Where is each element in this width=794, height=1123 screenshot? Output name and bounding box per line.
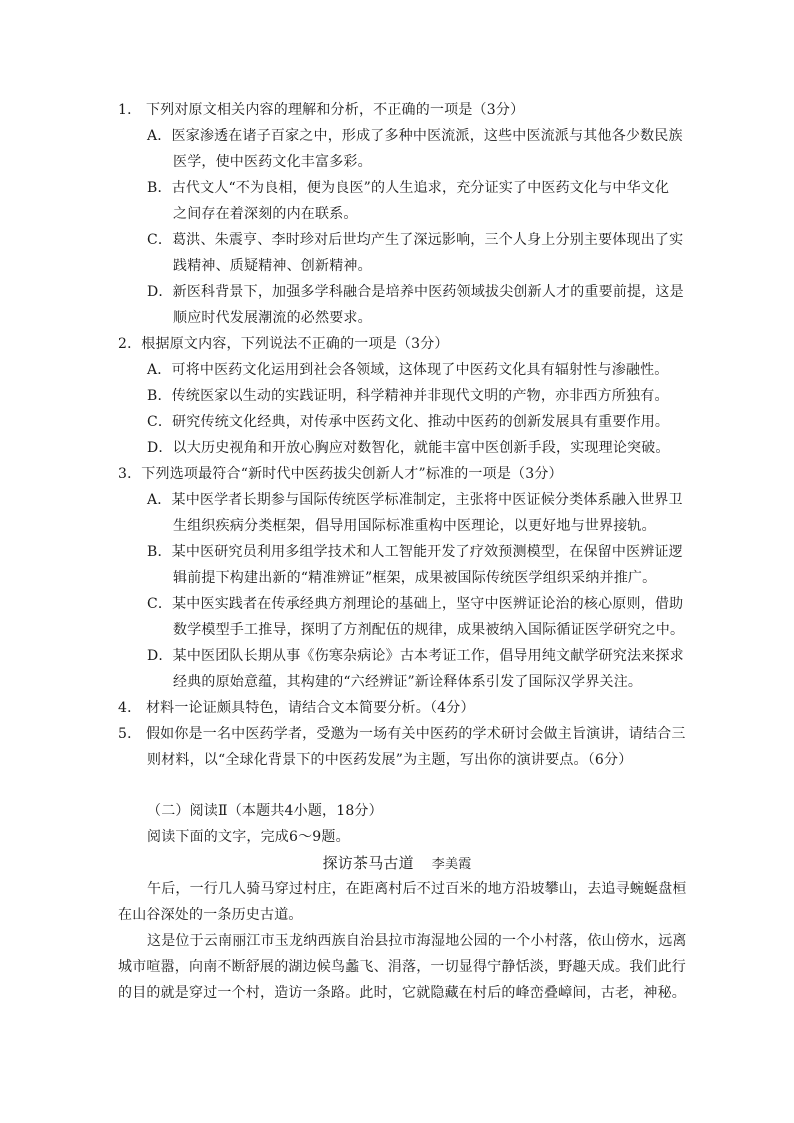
q3-option-a-cont: 生组织疾病分类框架，倡导用国际标准重构中医理论，以更好地与世界接轨。: [173, 518, 656, 534]
paragraph-2-line-3: 的目的就是穿过一个村，造访一条路。此时，它就隐藏在村后的峰峦叠嶂间，古老，神秘。: [118, 985, 686, 1001]
section-header: （二）阅读Ⅱ（本题共4小题，18分）: [147, 803, 383, 819]
paragraph-1-line-1: 午后，一行几人骑马穿过村庄，在距离村后不过百米的地方沿坡攀山，去追寻蜿蜒盘桓: [147, 881, 687, 897]
q3-option-c: C．某中医实践者在传承经典方剂理论的基础上，坚守中医辨证论治的核心原则，借助: [147, 596, 684, 612]
q2-option-b: B．传统医家以生动的实践证明，科学精神并非现代文明的产物，亦非西方所独有。: [147, 388, 669, 404]
q3-option-d: D．某中医团队长期从事《伤寒杂病论》古本考证工作，倡导用纯文献学研究法来探求: [147, 648, 684, 664]
q1-option-c: C．葛洪、朱震亨、李时珍对后世均产生了深远影响，三个人身上分别主要体现出了实: [147, 232, 684, 248]
q5-stem-cont: 则材料，以“全球化背景下的中医药发展”为主题，写出你的演讲要点。（6分）: [147, 752, 633, 768]
article-title: 探访茶马古道: [322, 854, 414, 872]
q1-option-a: A．医家渗透在诸子百家之中，形成了多种中医流派，这些中医流派与其他各少数民族: [147, 128, 683, 144]
article-author: 李美霞: [431, 857, 472, 872]
q2-option-d: D．以大历史视角和开放心胸应对数智化，就能丰富中医创新手段，实现理论突破。: [147, 440, 670, 456]
q3-option-b: B．某中医研究员利用多组学技术和人工智能开发了疗效预测模型，在保留中医辨证逻: [147, 544, 683, 560]
q1-option-b-cont: 之间存在着深刻的内在联系。: [173, 206, 358, 222]
q2-option-a: A．可将中医药文化运用到社会各领域，这体现了中医药文化具有辐射性与渗融性。: [147, 362, 669, 378]
q1-option-d-cont: 顺应时代发展潮流的必然要求。: [173, 310, 372, 326]
q3-option-b-cont: 辑前提下构建出新的“精准辨证”框架，成果被国际传统医学组织采纳并推广。: [173, 570, 657, 586]
q4-stem: 4． 材料一论证颇具特色，请结合文本简要分析。（4分）: [118, 700, 475, 716]
paragraph-1-line-2: 在山谷深处的一条历史古道。: [118, 907, 303, 923]
q3-option-a: A．某中医学者长期参与国际传统医学标准制定，主张将中医证候分类体系融入世界卫: [147, 492, 683, 508]
paragraph-2-line-2: 城市喧嚣，向南不断舒展的湖边候鸟蠡飞、涓落，一切显得宁静恬淡，野趣天成。我们此行: [118, 959, 686, 975]
q3-stem: 3．下列选项最符合“新时代中医药拔尖创新人才”标准的一项是（3分）: [118, 466, 563, 482]
q1-option-c-cont: 践精神、质疑精神、创新精神。: [173, 258, 372, 274]
q1-option-a-cont: 医学，使中医药文化丰富多彩。: [173, 154, 372, 170]
q1-stem: 1． 下列对原文相关内容的理解和分析，不正确的一项是（3分）: [118, 102, 525, 118]
q3-option-d-cont: 经典的原始意蕴，其构建的“六经辨证”新诠释体系引发了国际汉学界关注。: [173, 674, 643, 690]
paragraph-2-line-1: 这是位于云南丽江市玉龙纳西族自治县拉市海湿地公园的一个小村落，依山傍水，远离: [147, 933, 687, 949]
q3-option-c-cont: 数学模型手工推导，探明了方剂配伍的规律，成果被纳入国际循证医学研究之中。: [173, 622, 685, 638]
q2-stem: 2．根据原文内容，下列说法不正确的一项是（3分）: [118, 336, 449, 352]
q1-option-b: B．古代文人“不为良相，便为良医”的人生追求，充分证实了中医药文化与中华文化: [147, 180, 670, 196]
q5-stem: 5． 假如你是一名中医药学者，受邀为一场有关中医药的学术研讨会做主旨演讲，请结合三: [118, 726, 686, 742]
q2-option-c: C．研究传统文化经典，对传承中医药文化、推动中医药的创新发展具有重要作用。: [147, 414, 670, 430]
q1-option-d: D．新医科背景下，加强多学科融合是培养中医药领域拔尖创新人才的重要前提，这是: [147, 284, 684, 300]
article-title-line: [0, 853, 794, 875]
section-instruction: 阅读下面的文字，完成6～9题。: [147, 829, 350, 845]
